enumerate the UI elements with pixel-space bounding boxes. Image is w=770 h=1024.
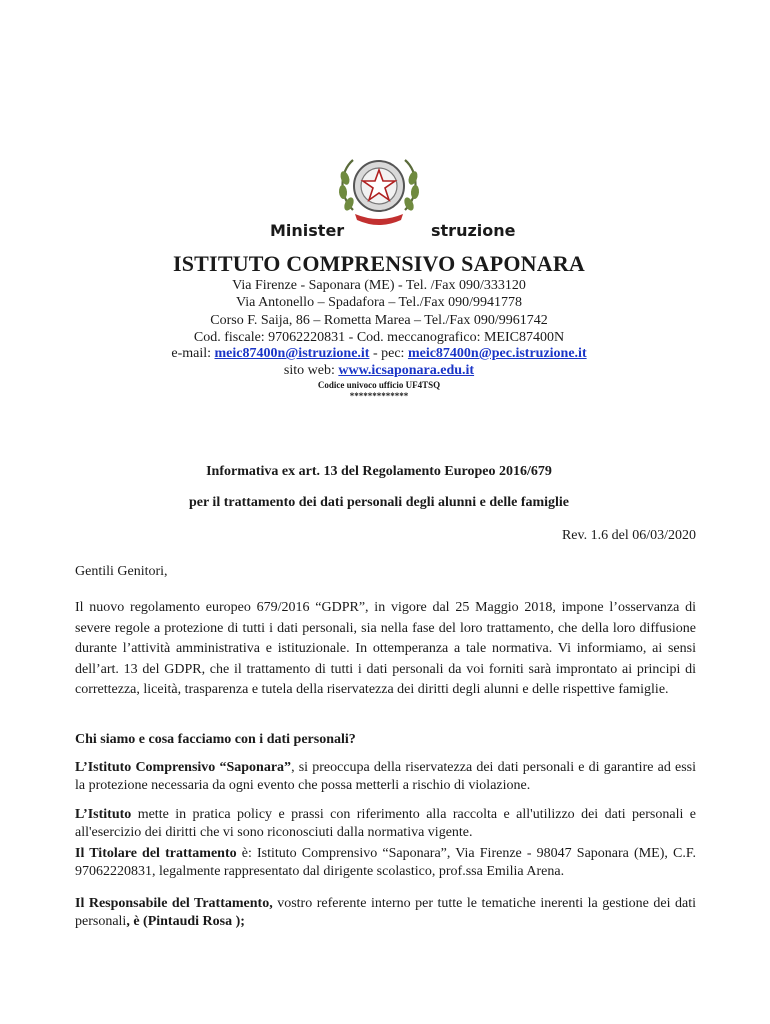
website-link[interactable]: www.icsaponara.edu.it: [338, 363, 475, 378]
paragraph-responsabile-text: vostro referente interno per tutte le tematiche inerenti la gestione dei dati personali: [75, 896, 696, 929]
paragraph-istituto-text: , si preoccupa della riservatezza dei dati personali e di garantire ad essi la protezione necessaria da ogni evento che possa metterli a rischio di violazione.: [75, 760, 697, 793]
paragraph-istituto: [75, 759, 696, 795]
address-line-3: Corso F. Saija, 86 – Rometta Marea – Tel./Fax 090/9961742: [210, 313, 548, 328]
paragraph-titolare-text: è: Istituto Comprensivo “Saponara”, Via Firenze - 98047 Saponara (ME), C.F. 97062220831, legalmente rappresentato dal dirigente scolastico, prof.ssa Emilia Arena.: [75, 846, 696, 879]
republic-emblem-icon: [333, 148, 425, 230]
website-line: [0, 363, 758, 379]
paragraph-istituto-bold: L’Istituto Comprensivo “Saponara”: [75, 760, 292, 775]
paragraph-titolare: [75, 845, 696, 881]
pec-link[interactable]: meic87400n@pec.istruzione.it: [407, 346, 587, 361]
header-separator: *************: [349, 391, 409, 401]
salutation: Gentili Genitori,: [75, 564, 168, 579]
pec-label: - pec:: [372, 346, 405, 361]
email-link[interactable]: meic87400n@istruzione.it: [214, 346, 370, 361]
fiscal-code-line: Cod. fiscale: 97062220831 - Cod. meccanografico: MEIC87400N: [193, 330, 565, 345]
address-line-2: Via Antonello – Spadafora – Tel./Fax 090/9941778: [235, 295, 523, 310]
ministry-heading: [268, 219, 516, 243]
school-name: ISTITUTO COMPRENSIVO SAPONARA: [172, 251, 586, 276]
paragraph-policy-bold: L’Istituto: [75, 807, 132, 822]
paragraph-responsabile: [75, 895, 696, 931]
office-code: Codice univoco ufficio UF4TSQ: [317, 380, 441, 390]
paragraph-responsabile-bold: Il Responsabile del Trattamento,: [75, 896, 273, 911]
intro-paragraph: Il nuovo regolamento europeo 679/2016 “GDPR”, in vigore dal 25 Maggio 2018, impone l’osservanza di severe regole a protezione di tutti i dati personali, sia nella fase del loro trattamento, che della loro diffusione durante l’attività amministrativa e istituzionale. In ottemperanza a tale normativa. Vi informiamo, ai sensi dell’art. 13 del GDPR, che il trattamento di tutti i dati personali da voi forniti sarà improntato ai principi di correttezza, liceità, trasparenza e tutela della riservatezza dei diritti degli alunni e delle rispettive famiglie.: [75, 600, 696, 697]
website-label: sito web:: [283, 363, 335, 378]
email-label: e-mail:: [171, 346, 212, 361]
ministry-heading-right: struzione: [431, 221, 516, 240]
address-line-1: Via Firenze - Saponara (ME) - Tel. /Fax 090/333120: [232, 278, 526, 293]
contact-emails: [0, 346, 758, 362]
document-title: Informativa ex art. 13 del Regolamento Europeo 2016/679: [206, 464, 552, 479]
document-subtitle: per il trattamento dei dati personali degli alunni e delle famiglie: [188, 495, 570, 510]
paragraph-policy: [75, 806, 696, 842]
revision-date: Rev. 1.6 del 06/03/2020: [561, 528, 696, 543]
section-title: Chi siamo e cosa facciamo con i dati personali?: [75, 732, 356, 747]
ministry-heading-left: Minister: [270, 221, 345, 240]
paragraph-titolare-bold: Il Titolare del trattamento: [75, 846, 237, 861]
paragraph-responsabile-name: , è (Pintaudi Rosa );: [126, 914, 245, 929]
paragraph-policy-text: mette in pratica policy e prassi con riferimento alla raccolta e all'utilizzo dei dati personali e all'esercizio dei diritti che vi sono riconosciuti dalla normativa vigente.: [75, 807, 696, 840]
